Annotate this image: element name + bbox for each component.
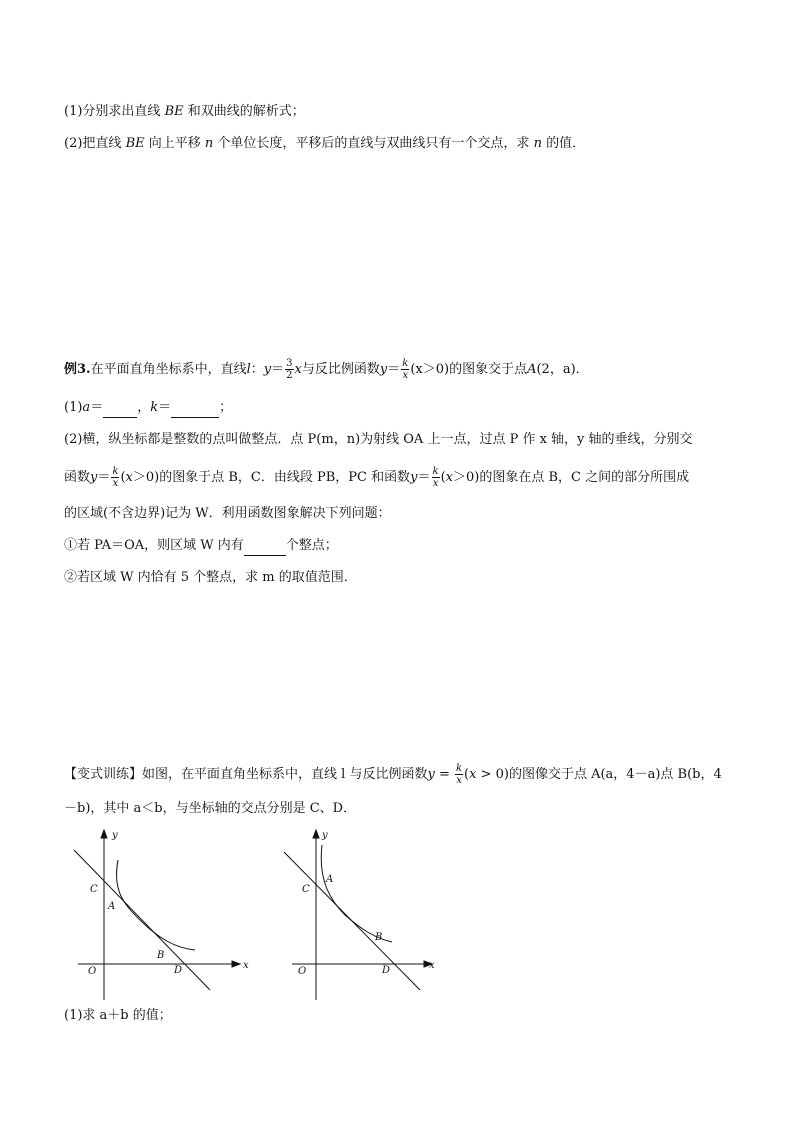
fraction-k-x: $\frac{k}{x}$ [402, 358, 409, 381]
question-2: (2)把直线 BE 向上平移 n 个单位长度，平移后的直线与双曲线只有一个交点，求 n 的值． [64, 136, 586, 151]
x-arrow [232, 961, 240, 967]
fraction-3-2: $\frac{3}{2}$ [286, 358, 293, 381]
y-arrow [313, 830, 319, 838]
variant-line1: 【变式训练】如图，在平面直角坐标系中，直线 l 与反比例函数y = $\frac{k}{x}$ (x > 0)的图像交于点 A(a，4－a)点 B(b，4 [64, 763, 722, 786]
label-O: O [88, 966, 97, 977]
label-x: x [243, 960, 249, 971]
label-B: B [157, 950, 165, 961]
var-BE: BE [164, 104, 184, 119]
example-label: 例3. [64, 362, 91, 377]
hyperbola [117, 860, 195, 950]
example3-sub2-line2: 函数y＝ $\frac{k}{x}$ (x＞0)的图象于点 B，C．由线段 PB，PC 和函数y＝ $\frac{k}{x}$ (x＞0)的图象在点 B，C 之间的部分所围成 [64, 466, 690, 489]
label-C: C [302, 884, 310, 895]
label-y: y [112, 830, 118, 841]
label-y: y [322, 830, 328, 841]
figure-1 [74, 830, 240, 1000]
variant-label: 【变式训练】 [64, 767, 143, 782]
label-D: D [174, 965, 183, 976]
example3-sub2-line3: 的区域(不含边界)记为 W．利用函数图象解决下列问题： [64, 506, 391, 521]
example3-sub2-line1: (2)横，纵坐标都是整数的点叫做整点．点 P(m，n)为射线 OA 上一点，过点 P 作 x 轴，y 轴的垂线，分别交 [64, 432, 693, 447]
example3-circ2: ②若区域 W 内恰有 5 个整点，求 m 的取值范围． [64, 570, 357, 585]
label-A: A [108, 901, 116, 912]
label-D: D [382, 965, 391, 976]
example3-statement: 例3.在平面直角坐标系中，直线l：y＝ $\frac{3}{2}$ x与反比例函数y＝ $\frac{k}{x}$ (x＞0)的图象交于点A(2，a)． [64, 358, 589, 381]
example3-sub1: (1)a＝ ，k＝ ； [64, 398, 232, 418]
variant-line2: －b)，其中 a＜b，与坐标轴的交点分别是 C、D． [64, 801, 357, 816]
example3-circ1: ①若 PA＝OA，则区域 W 内有 个整点； [64, 536, 338, 556]
y-arrow [101, 830, 107, 838]
hyperbola [321, 845, 392, 942]
label-C: C [90, 884, 98, 895]
label-A: A [326, 874, 334, 885]
variant-q1: (1)求 a＋b 的值； [64, 1008, 172, 1023]
label-B: B [375, 932, 383, 943]
question-1: (1)分别求出直线 BE 和双曲线的解析式； [64, 104, 305, 119]
label-O: O [298, 966, 307, 977]
label-x: x [429, 960, 435, 971]
